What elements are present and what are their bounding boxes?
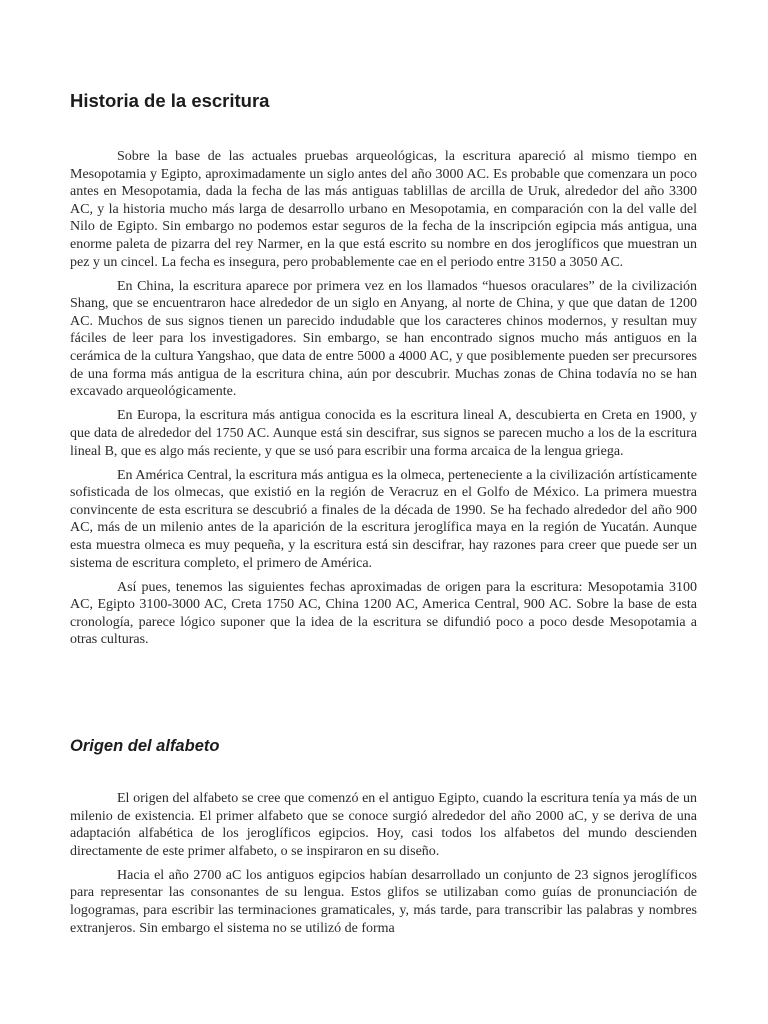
section-historia	[70, 148, 697, 656]
section-heading-alfabeto: Origen del alfabeto	[70, 737, 220, 755]
paragraph-origen-alfabeto: El origen del alfabeto se cree que comenzó en el antiguo Egipto, cuando la escritura tenía ya más de un milenio de existencia. El primer alfabeto que se conoce surgió alrededor del año 2000 aC, y se deriva de una adaptación alfabética de los jeroglíficos egipcios. Hoy, casi todos los alfabetos del mundo descienden directamente de este primer alfabeto, o se inspiraron en su diseño.	[70, 791, 697, 859]
paragraph-jeroglificos-consonantes: Hacia el año 2700 aC los antiguos egipcios habían desarrollado un conjunto de 23 signos jeroglíficos para representar las consonantes de su lengua. Estos glifos se utilizaban como guías de pronunciación de logogramas, para escribir las terminaciones gramaticales, y, más tarde, para transcribir las palabras y nombres extranjeros. Sin embargo el sistema no se utilizó de forma	[70, 867, 697, 936]
section-alfabeto	[70, 790, 697, 944]
paragraph-america-central: En América Central, la escritura más antigua es la olmeca, perteneciente a la civilización artísticamente sofisticada de los olmecas, que existió en la región de Veracruz en el Golfo de México. La primera muestra convincente de esta escritura se descubrió a finales de la década de 1990. Se ha fechado alrededor del año 900 AC, más de un milenio antes de la aparición de la escritura jeroglífica maya en la región de Yucatán. Aunque esta muestra olmeca es muy pequeña, y la escritura está sin descifrar, hay razones para creer que puede ser un sistema de escritura completo, el primero de América.	[70, 467, 697, 571]
page-title: Historia de la escritura	[70, 90, 270, 111]
paragraph-europa: En Europa, la escritura más antigua conocida es la escritura lineal A, descubierta en Creta en 1900, y que data de alrededor del 1750 AC. Aunque está sin descifrar, sus signos se parecen mucho a los de la escritura lineal B, que es algo más reciente, y que se usó para escribir una forma arcaica de la lengua griega.	[70, 408, 697, 459]
paragraph-mesopotamia-egipto: Sobre la base de las actuales pruebas arqueológicas, la escritura apareció al mismo tiempo en Mesopotamia y Egipto, aproximadamente un siglo antes del año 3000 AC. Es probable que comenzara un poco antes en Mesopotamia, dada la fecha de las más antiguas tablillas de arcilla de Uruk, alrededor del año 3300 AC, y la historia mucho más larga de desarrollo urbano en Mesopotamia, en comparación con la del valle del Nilo de Egipto. Sin embargo no podemos estar seguros de la fecha de la inscripción egipcia más antigua, una enorme paleta de pizarra del rey Narmer, en la que está escrito su nombre en dos jeroglíficos que muestran un pez y un cincel. La fecha es insegura, pero probablemente cae en el periodo entre 3150 a 3050 AC.	[70, 149, 697, 270]
paragraph-china: En China, la escritura aparece por primera vez en los llamados “huesos oraculares” de la civilización Shang, que se encuentraron hace alrededor de un siglo en Anyang, al norte de China, y que que datan de 1200 AC. Muchos de sus signos tienen un parecido indudable que los caracteres chinos modernos, y resultan muy fáciles de leer para los investigadores. Sin embargo, se han encontrado signos mucho más antiguos en la cerámica de la cultura Yangshao, que data de entre 5000 a 4000 AC, y que posiblemente pueden ser precursores de una forma más antigua de la escritura china, aún por descubrir. Muchas zonas de China todavía no se han excavado arqueológicamente.	[70, 278, 697, 400]
paragraph-fechas-resumen: Así pues, tenemos las siguientes fechas aproximadas de origen para la escritura: Mesopotamia 3100 AC, Egipto 3100-3000 AC, Creta 1750 AC, China 1200 AC, America Central, 900 AC. Sobre la base de esta cronología, parece lógico suponer que la idea de la escritura se difundió poco a poco desde Mesopotamia a otras culturas.	[70, 579, 697, 648]
